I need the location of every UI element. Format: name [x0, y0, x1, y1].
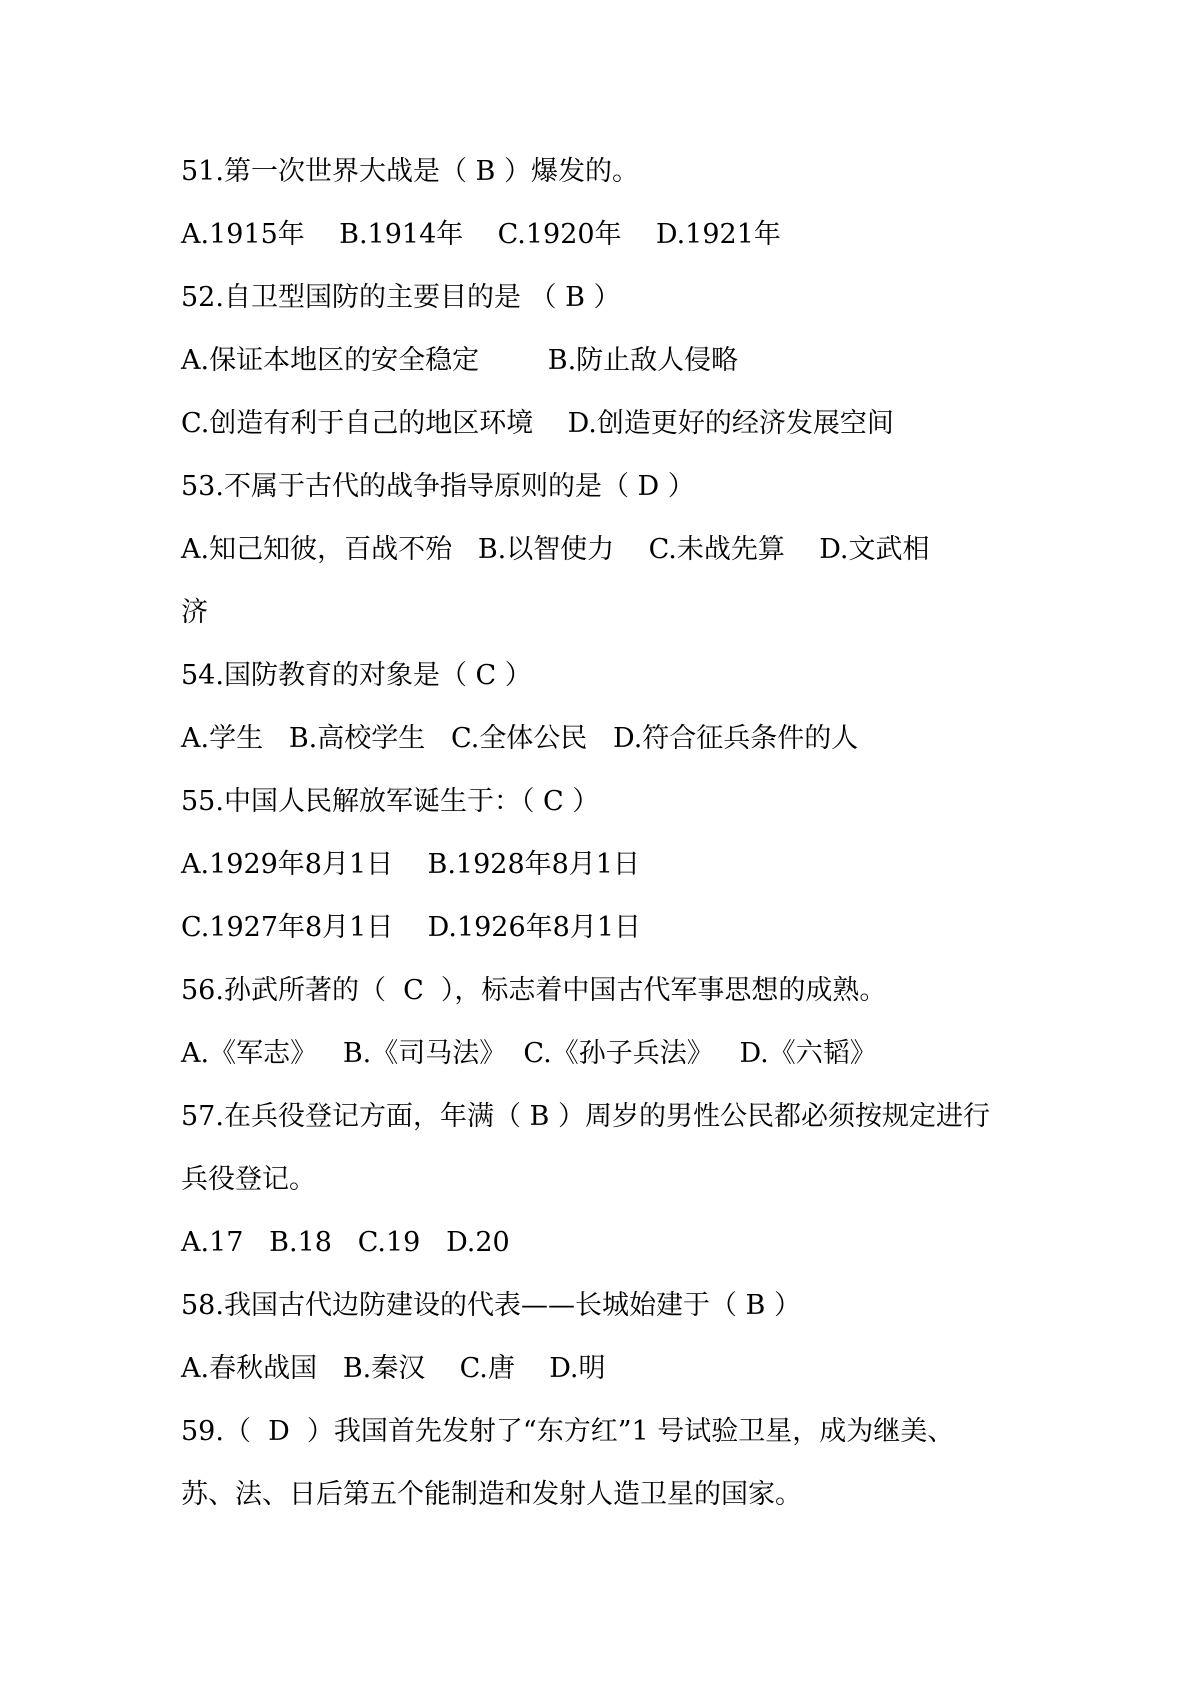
question-59: 59.（ D ）我国首先发射了“东方红”1 号试验卫星，成为继美、	[181, 1416, 955, 1447]
question-55-options-ab: A.1929年8月1日 B.1928年8月1日	[181, 849, 640, 880]
question-53-options: A.知己知彼，百战不殆 B.以智使力 C.未战先算 D.文武相	[181, 534, 930, 565]
question-51-options: A.1915年 B.1914年 C.1920年 D.1921年	[181, 219, 781, 250]
question-52-options-ab: A.保证本地区的安全稳定 B.防止敌人侵略	[181, 345, 739, 376]
question-56: 56.孙武所著的（ C ），标志着中国古代军事思想的成熟。	[181, 975, 887, 1006]
question-56-options: A.《军志》 B.《司马法》 C.《孙子兵法》 D.《六韬》	[181, 1038, 877, 1069]
question-52: 52.自卫型国防的主要目的是 （ B ）	[181, 282, 621, 313]
question-58-options: A.春秋战国 B.秦汉 C.唐 D.明	[181, 1353, 606, 1384]
question-52-options-cd: C.创造有利于自己的地区环境 D.创造更好的经济发展空间	[181, 408, 894, 439]
question-57: 57.在兵役登记方面，年满（ B ）周岁的男性公民都必须按规定进行	[181, 1101, 990, 1132]
question-58: 58.我国古代边防建设的代表——长城始建于（ B ）	[181, 1290, 801, 1321]
question-54: 54.国防教育的对象是（ C ）	[181, 660, 532, 691]
question-59-wrap: 苏、法、日后第五个能制造和发射人造卫星的国家。	[181, 1479, 802, 1510]
question-54-options: A.学生 B.高校学生 C.全体公民 D.符合征兵条件的人	[181, 723, 859, 754]
question-55: 55.中国人民解放军诞生于：（ C ）	[181, 786, 600, 817]
question-53: 53.不属于古代的战争指导原则的是（ D ）	[181, 471, 695, 502]
question-57-wrap: 兵役登记。	[181, 1164, 316, 1195]
question-51: 51.第一次世界大战是（ B ）爆发的。	[181, 156, 639, 187]
question-57-options: A.17 B.18 C.19 D.20	[181, 1227, 510, 1258]
question-55-options-cd: C.1927年8月1日 D.1926年8月1日	[181, 912, 642, 943]
question-53-options-wrap: 济	[181, 597, 208, 628]
